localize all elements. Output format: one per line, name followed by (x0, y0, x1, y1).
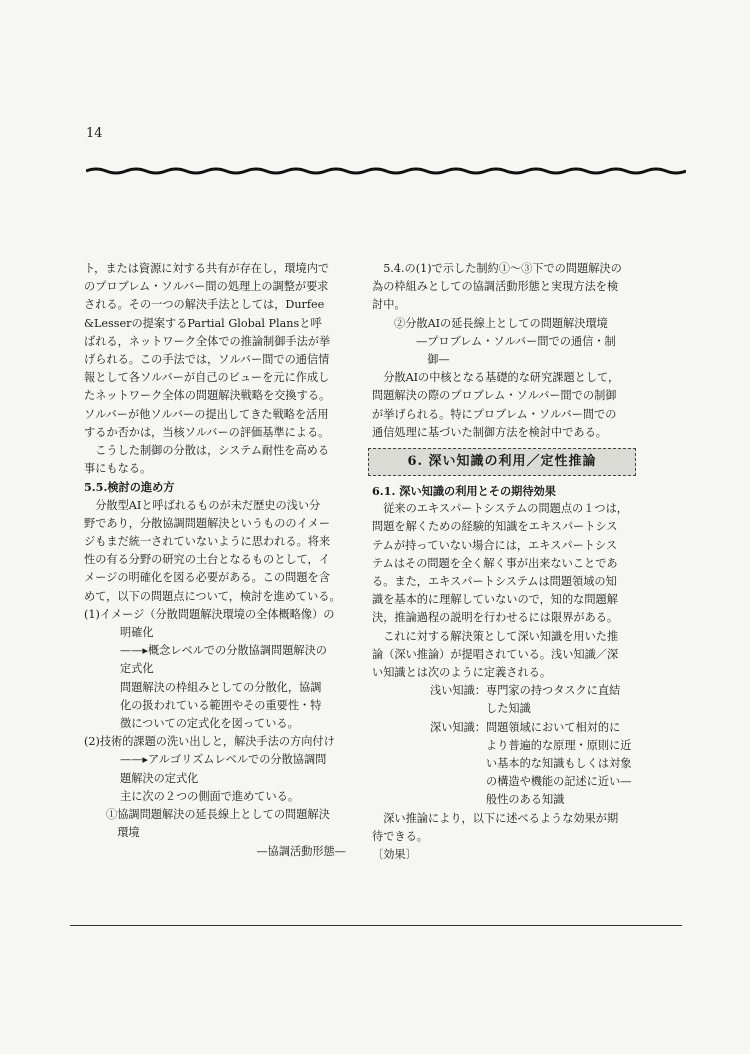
list-item-body: ——▸アルゴリズムレベルでの分散協調問 題解決の定式化 主に次の２つの側面で進めている。 (120, 753, 327, 803)
definition-shallow (372, 682, 636, 718)
definition-term: 浅い知識： (430, 684, 486, 698)
list-item: (2)技術的課題の洗い出しと，解決手法の方向付け (84, 735, 335, 749)
list-item-body: 明確化 ——▸概念レベルでの分散協調問題解決の 定式化 問題解決の枠組みとしての分散化，協調 化の扱われている範囲やその重要性・特 徴についての定式化を図っている。 (120, 626, 327, 731)
paragraph: 5.4.の(1)で示した制約①～③下での問題解決の 為の枠組みとしての協調活動形態と実現方法を検 討中。 (372, 262, 622, 312)
paragraph: 分散型AIと呼ばれるものが未だ歴史の浅い分 野であり，分散協調問題解決というもののイメー ジもまだ統一されていないように思われる。将来 性の有る分野の研究の土台となるものとして，イ メージの明確化を図る必要がある。この問題を含 めて，以下の問題点について，検討を進めている。 (84, 498, 341, 603)
effect-label: 〔効果〕 (372, 848, 417, 862)
definition-deep (372, 719, 636, 810)
paragraph: 深い推論により，以下に述べるような効果が期 待できる。 (372, 811, 619, 843)
section-heading: 6. 深い知識の利用／定性推論 (368, 448, 636, 476)
subsection-heading: 6.1. 深い知識の利用とその期待効果 (372, 484, 556, 499)
page-number: 14 (86, 126, 103, 141)
sub-item-tag: —協調活動形態— (256, 844, 346, 858)
paragraph: こうした制御の分散は，システム耐性を高める 事にもなる。 (84, 444, 330, 476)
subsection-heading: 5.5.検討の進め方 (84, 480, 175, 495)
paragraph: 分散AIの中核となる基礎的な研究課題として， 問題解決の際のプロブレム・ソルバー間での制御 が挙げられる。特にプロブレム・ソルバー間での 通信処理に基づいた制御方法を検討中である。 (372, 371, 620, 439)
decorative-rule (86, 166, 686, 176)
definition-body: 問題領域において相対的に より普遍的な原理・原則に近 い基本的な知識もしくは対象 の構造や機能の記述に近い— 般性のある知識 (486, 720, 632, 807)
bottom-rule (70, 925, 682, 926)
paragraph: ト，または資源に対する共有が存在し，環境内で のプロブレム・ソルバー間の処理上の調整が要求 される。その一つの解決手法としては，Durfee &Lesserの提案するPartial Global Plansと呼 ばれる，ネットワーク全体での推論制御手法が挙 げられる。この手法では，ソルバー間での通信情 報として各ソルバーが自己のビューを元に作成し たネットワーク全体の問題解決戦略を交換する。 ソルバーが他ソルバーの提出してきた戦略を活用 するか否かは，当核ソルバーの評価基準による。 (84, 262, 331, 439)
left-column (84, 260, 356, 861)
paragraph: これに対する解決策として深い知識を用いた推 論（深い推論）が提唱されている。浅い知識／深 い知識とは次のように定義される。 (372, 629, 619, 680)
definition-body: 専門家の持つタスクに直結 した知識 (486, 684, 621, 716)
sub-item: ②分散AIの延長線上としての問題解決環境 (394, 316, 608, 330)
paragraph: 従来のエキスパートシステムの問題点の１つは， 問題を解くための経験的知識をエキスパートシス テムが持っていない場合には，エキスパートシス テムはその問題を全く解く事が出来ないことであ る。また，エキスパートシステムは問題領域の知 識を基本的に理解していないので，知的な問題解 決，推論過程の説明を行わせるには限界がある。 (372, 502, 628, 625)
definition-term: 深い知識： (430, 720, 486, 734)
sub-item: ①協調問題解決の延長線上としての問題解決 環境 (106, 808, 330, 840)
list-item: (1)イメージ（分散問題解決環境の全体概略像）の (84, 607, 335, 621)
sub-item-tag: —プロブレム・ソルバー間での通信・制 御— (416, 334, 616, 367)
right-column (372, 260, 636, 864)
